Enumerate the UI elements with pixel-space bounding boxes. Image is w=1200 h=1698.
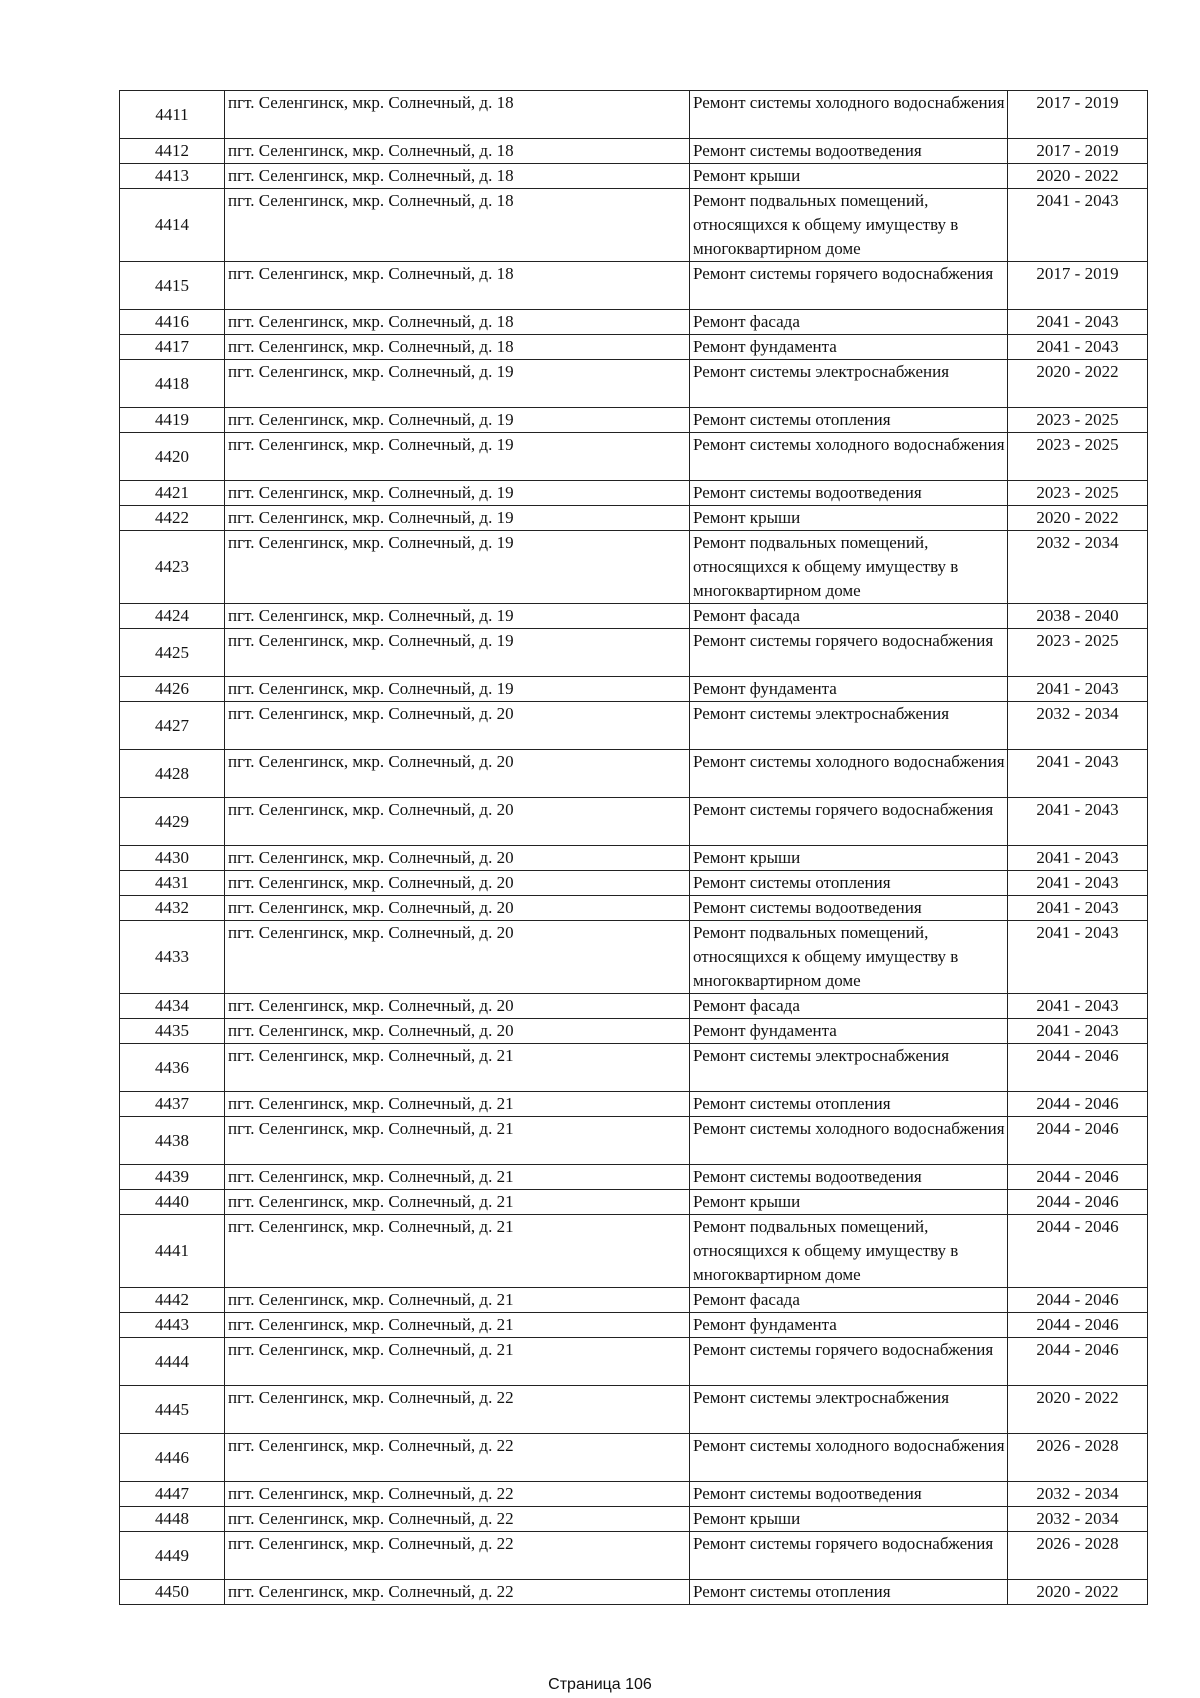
work-type-cell: Ремонт подвальных помещений, относящихся к общему имуществу в многоквартирном доме bbox=[690, 1215, 1008, 1288]
address-cell: пгт. Селенгинск, мкр. Солнечный, д. 18 bbox=[225, 139, 690, 164]
address-cell: пгт. Селенгинск, мкр. Солнечный, д. 20 bbox=[225, 846, 690, 871]
address-cell: пгт. Селенгинск, мкр. Солнечный, д. 21 bbox=[225, 1338, 690, 1386]
table-row bbox=[120, 262, 1148, 310]
row-number: 4441 bbox=[120, 1215, 225, 1288]
work-type-cell: Ремонт фундамента bbox=[690, 335, 1008, 360]
period-cell: 2041 - 2043 bbox=[1008, 677, 1148, 702]
table-row bbox=[120, 750, 1148, 798]
row-number: 4434 bbox=[120, 994, 225, 1019]
row-number: 4414 bbox=[120, 189, 225, 262]
period-cell: 2044 - 2046 bbox=[1008, 1313, 1148, 1338]
table-row bbox=[120, 896, 1148, 921]
work-type-cell: Ремонт системы холодного водоснабжения bbox=[690, 750, 1008, 798]
row-number: 4436 bbox=[120, 1044, 225, 1092]
period-cell: 2032 - 2034 bbox=[1008, 1507, 1148, 1532]
address-cell: пгт. Селенгинск, мкр. Солнечный, д. 20 bbox=[225, 994, 690, 1019]
period-cell: 2023 - 2025 bbox=[1008, 433, 1148, 481]
work-type-cell: Ремонт системы холодного водоснабжения bbox=[690, 91, 1008, 139]
row-number: 4428 bbox=[120, 750, 225, 798]
work-type-cell: Ремонт системы электроснабжения bbox=[690, 1386, 1008, 1434]
period-cell: 2041 - 2043 bbox=[1008, 896, 1148, 921]
work-type-cell: Ремонт крыши bbox=[690, 846, 1008, 871]
address-cell: пгт. Селенгинск, мкр. Солнечный, д. 20 bbox=[225, 798, 690, 846]
period-cell: 2026 - 2028 bbox=[1008, 1434, 1148, 1482]
row-number: 4450 bbox=[120, 1580, 225, 1605]
work-type-cell: Ремонт фасада bbox=[690, 1288, 1008, 1313]
address-cell: пгт. Селенгинск, мкр. Солнечный, д. 21 bbox=[225, 1092, 690, 1117]
row-number: 4418 bbox=[120, 360, 225, 408]
work-type-cell: Ремонт системы электроснабжения bbox=[690, 1044, 1008, 1092]
work-type-cell: Ремонт системы холодного водоснабжения bbox=[690, 433, 1008, 481]
address-cell: пгт. Селенгинск, мкр. Солнечный, д. 19 bbox=[225, 604, 690, 629]
table-row bbox=[120, 1338, 1148, 1386]
address-cell: пгт. Селенгинск, мкр. Солнечный, д. 22 bbox=[225, 1434, 690, 1482]
period-cell: 2044 - 2046 bbox=[1008, 1165, 1148, 1190]
work-type-cell: Ремонт системы отопления bbox=[690, 1580, 1008, 1605]
work-type-cell: Ремонт крыши bbox=[690, 164, 1008, 189]
row-number: 4411 bbox=[120, 91, 225, 139]
table-row bbox=[120, 1386, 1148, 1434]
table-row bbox=[120, 310, 1148, 335]
period-cell: 2017 - 2019 bbox=[1008, 139, 1148, 164]
row-number: 4427 bbox=[120, 702, 225, 750]
row-number: 4424 bbox=[120, 604, 225, 629]
table-row bbox=[120, 433, 1148, 481]
table-row bbox=[120, 921, 1148, 994]
period-cell: 2041 - 2043 bbox=[1008, 750, 1148, 798]
work-type-cell: Ремонт фасада bbox=[690, 604, 1008, 629]
row-number: 4416 bbox=[120, 310, 225, 335]
row-number: 4435 bbox=[120, 1019, 225, 1044]
table-row bbox=[120, 91, 1148, 139]
address-cell: пгт. Селенгинск, мкр. Солнечный, д. 18 bbox=[225, 335, 690, 360]
address-cell: пгт. Селенгинск, мкр. Солнечный, д. 22 bbox=[225, 1386, 690, 1434]
address-cell: пгт. Селенгинск, мкр. Солнечный, д. 18 bbox=[225, 310, 690, 335]
table-row bbox=[120, 798, 1148, 846]
address-cell: пгт. Селенгинск, мкр. Солнечный, д. 19 bbox=[225, 677, 690, 702]
period-cell: 2032 - 2034 bbox=[1008, 531, 1148, 604]
row-number: 4412 bbox=[120, 139, 225, 164]
table-row bbox=[120, 1434, 1148, 1482]
address-cell: пгт. Селенгинск, мкр. Солнечный, д. 21 bbox=[225, 1044, 690, 1092]
address-cell: пгт. Селенгинск, мкр. Солнечный, д. 21 bbox=[225, 1190, 690, 1215]
work-type-cell: Ремонт системы горячего водоснабжения bbox=[690, 1532, 1008, 1580]
work-type-cell: Ремонт подвальных помещений, относящихся к общему имуществу в многоквартирном доме bbox=[690, 921, 1008, 994]
table-row bbox=[120, 139, 1148, 164]
period-cell: 2020 - 2022 bbox=[1008, 1386, 1148, 1434]
work-type-cell: Ремонт подвальных помещений, относящихся к общему имуществу в многоквартирном доме bbox=[690, 531, 1008, 604]
repair-schedule-table bbox=[119, 90, 1148, 1605]
address-cell: пгт. Селенгинск, мкр. Солнечный, д. 21 bbox=[225, 1215, 690, 1288]
period-cell: 2032 - 2034 bbox=[1008, 702, 1148, 750]
work-type-cell: Ремонт фундамента bbox=[690, 1019, 1008, 1044]
table-row bbox=[120, 506, 1148, 531]
table-row bbox=[120, 1313, 1148, 1338]
address-cell: пгт. Селенгинск, мкр. Солнечный, д. 21 bbox=[225, 1165, 690, 1190]
table-row bbox=[120, 1532, 1148, 1580]
work-type-cell: Ремонт системы водоотведения bbox=[690, 896, 1008, 921]
period-cell: 2041 - 2043 bbox=[1008, 335, 1148, 360]
work-type-cell: Ремонт системы холодного водоснабжения bbox=[690, 1434, 1008, 1482]
period-cell: 2041 - 2043 bbox=[1008, 798, 1148, 846]
period-cell: 2044 - 2046 bbox=[1008, 1288, 1148, 1313]
address-cell: пгт. Селенгинск, мкр. Солнечный, д. 19 bbox=[225, 433, 690, 481]
period-cell: 2020 - 2022 bbox=[1008, 164, 1148, 189]
period-cell: 2020 - 2022 bbox=[1008, 506, 1148, 531]
table-row bbox=[120, 1019, 1148, 1044]
row-number: 4417 bbox=[120, 335, 225, 360]
row-number: 4445 bbox=[120, 1386, 225, 1434]
period-cell: 2020 - 2022 bbox=[1008, 360, 1148, 408]
page-number: Страница 106 bbox=[548, 1676, 652, 1693]
work-type-cell: Ремонт фундамента bbox=[690, 1313, 1008, 1338]
address-cell: пгт. Селенгинск, мкр. Солнечный, д. 19 bbox=[225, 629, 690, 677]
row-number: 4442 bbox=[120, 1288, 225, 1313]
work-type-cell: Ремонт системы электроснабжения bbox=[690, 702, 1008, 750]
address-cell: пгт. Селенгинск, мкр. Солнечный, д. 20 bbox=[225, 871, 690, 896]
period-cell: 2023 - 2025 bbox=[1008, 408, 1148, 433]
work-type-cell: Ремонт системы водоотведения bbox=[690, 1482, 1008, 1507]
period-cell: 2017 - 2019 bbox=[1008, 91, 1148, 139]
work-type-cell: Ремонт системы отопления bbox=[690, 408, 1008, 433]
table-row bbox=[120, 1215, 1148, 1288]
work-type-cell: Ремонт системы электроснабжения bbox=[690, 360, 1008, 408]
work-type-cell: Ремонт системы водоотведения bbox=[690, 1165, 1008, 1190]
work-type-cell: Ремонт системы горячего водоснабжения bbox=[690, 1338, 1008, 1386]
table-row bbox=[120, 1288, 1148, 1313]
address-cell: пгт. Селенгинск, мкр. Солнечный, д. 21 bbox=[225, 1313, 690, 1338]
period-cell: 2041 - 2043 bbox=[1008, 846, 1148, 871]
table-row bbox=[120, 846, 1148, 871]
table-row bbox=[120, 164, 1148, 189]
period-cell: 2044 - 2046 bbox=[1008, 1044, 1148, 1092]
row-number: 4415 bbox=[120, 262, 225, 310]
address-cell: пгт. Селенгинск, мкр. Солнечный, д. 19 bbox=[225, 481, 690, 506]
period-cell: 2041 - 2043 bbox=[1008, 921, 1148, 994]
period-cell: 2032 - 2034 bbox=[1008, 1482, 1148, 1507]
address-cell: пгт. Селенгинск, мкр. Солнечный, д. 18 bbox=[225, 262, 690, 310]
row-number: 4433 bbox=[120, 921, 225, 994]
table-row bbox=[120, 604, 1148, 629]
address-cell: пгт. Селенгинск, мкр. Солнечный, д. 20 bbox=[225, 702, 690, 750]
period-cell: 2044 - 2046 bbox=[1008, 1092, 1148, 1117]
period-cell: 2044 - 2046 bbox=[1008, 1215, 1148, 1288]
address-cell: пгт. Селенгинск, мкр. Солнечный, д. 22 bbox=[225, 1532, 690, 1580]
work-type-cell: Ремонт системы горячего водоснабжения bbox=[690, 262, 1008, 310]
table-row bbox=[120, 189, 1148, 262]
row-number: 4444 bbox=[120, 1338, 225, 1386]
work-type-cell: Ремонт крыши bbox=[690, 506, 1008, 531]
period-cell: 2020 - 2022 bbox=[1008, 1580, 1148, 1605]
table-row bbox=[120, 1507, 1148, 1532]
row-number: 4446 bbox=[120, 1434, 225, 1482]
row-number: 4439 bbox=[120, 1165, 225, 1190]
table-row bbox=[120, 481, 1148, 506]
row-number: 4426 bbox=[120, 677, 225, 702]
table-row bbox=[120, 531, 1148, 604]
work-type-cell: Ремонт системы горячего водоснабжения bbox=[690, 629, 1008, 677]
row-number: 4430 bbox=[120, 846, 225, 871]
period-cell: 2044 - 2046 bbox=[1008, 1338, 1148, 1386]
address-cell: пгт. Селенгинск, мкр. Солнечный, д. 19 bbox=[225, 531, 690, 604]
address-cell: пгт. Селенгинск, мкр. Солнечный, д. 18 bbox=[225, 164, 690, 189]
work-type-cell: Ремонт фундамента bbox=[690, 677, 1008, 702]
row-number: 4422 bbox=[120, 506, 225, 531]
row-number: 4449 bbox=[120, 1532, 225, 1580]
row-number: 4432 bbox=[120, 896, 225, 921]
work-type-cell: Ремонт системы холодного водоснабжения bbox=[690, 1117, 1008, 1165]
period-cell: 2023 - 2025 bbox=[1008, 629, 1148, 677]
period-cell: 2017 - 2019 bbox=[1008, 262, 1148, 310]
table-row bbox=[120, 360, 1148, 408]
table-row bbox=[120, 1092, 1148, 1117]
work-type-cell: Ремонт крыши bbox=[690, 1507, 1008, 1532]
row-number: 4413 bbox=[120, 164, 225, 189]
address-cell: пгт. Селенгинск, мкр. Солнечный, д. 18 bbox=[225, 189, 690, 262]
period-cell: 2041 - 2043 bbox=[1008, 1019, 1148, 1044]
table-body bbox=[120, 91, 1148, 1605]
address-cell: пгт. Селенгинск, мкр. Солнечный, д. 19 bbox=[225, 408, 690, 433]
table-row bbox=[120, 1580, 1148, 1605]
row-number: 4438 bbox=[120, 1117, 225, 1165]
address-cell: пгт. Селенгинск, мкр. Солнечный, д. 22 bbox=[225, 1580, 690, 1605]
work-type-cell: Ремонт системы отопления bbox=[690, 871, 1008, 896]
row-number: 4447 bbox=[120, 1482, 225, 1507]
row-number: 4420 bbox=[120, 433, 225, 481]
address-cell: пгт. Селенгинск, мкр. Солнечный, д. 20 bbox=[225, 896, 690, 921]
address-cell: пгт. Селенгинск, мкр. Солнечный, д. 21 bbox=[225, 1117, 690, 1165]
table-row bbox=[120, 1482, 1148, 1507]
work-type-cell: Ремонт системы водоотведения bbox=[690, 139, 1008, 164]
work-type-cell: Ремонт системы горячего водоснабжения bbox=[690, 798, 1008, 846]
work-type-cell: Ремонт фасада bbox=[690, 994, 1008, 1019]
work-type-cell: Ремонт подвальных помещений, относящихся к общему имуществу в многоквартирном доме bbox=[690, 189, 1008, 262]
address-cell: пгт. Селенгинск, мкр. Солнечный, д. 22 bbox=[225, 1482, 690, 1507]
period-cell: 2023 - 2025 bbox=[1008, 481, 1148, 506]
address-cell: пгт. Селенгинск, мкр. Солнечный, д. 21 bbox=[225, 1288, 690, 1313]
address-cell: пгт. Селенгинск, мкр. Солнечный, д. 19 bbox=[225, 360, 690, 408]
address-cell: пгт. Селенгинск, мкр. Солнечный, д. 22 bbox=[225, 1507, 690, 1532]
table-row bbox=[120, 629, 1148, 677]
row-number: 4419 bbox=[120, 408, 225, 433]
period-cell: 2041 - 2043 bbox=[1008, 189, 1148, 262]
row-number: 4448 bbox=[120, 1507, 225, 1532]
period-cell: 2026 - 2028 bbox=[1008, 1532, 1148, 1580]
address-cell: пгт. Селенгинск, мкр. Солнечный, д. 20 bbox=[225, 750, 690, 798]
table-row bbox=[120, 1044, 1148, 1092]
address-cell: пгт. Селенгинск, мкр. Солнечный, д. 19 bbox=[225, 506, 690, 531]
row-number: 4440 bbox=[120, 1190, 225, 1215]
period-cell: 2041 - 2043 bbox=[1008, 994, 1148, 1019]
address-cell: пгт. Селенгинск, мкр. Солнечный, д. 20 bbox=[225, 1019, 690, 1044]
address-cell: пгт. Селенгинск, мкр. Солнечный, д. 18 bbox=[225, 91, 690, 139]
table-row bbox=[120, 702, 1148, 750]
table-row bbox=[120, 335, 1148, 360]
row-number: 4423 bbox=[120, 531, 225, 604]
period-cell: 2041 - 2043 bbox=[1008, 310, 1148, 335]
row-number: 4437 bbox=[120, 1092, 225, 1117]
table-row bbox=[120, 408, 1148, 433]
period-cell: 2041 - 2043 bbox=[1008, 871, 1148, 896]
row-number: 4431 bbox=[120, 871, 225, 896]
table-row bbox=[120, 1117, 1148, 1165]
period-cell: 2044 - 2046 bbox=[1008, 1117, 1148, 1165]
address-cell: пгт. Селенгинск, мкр. Солнечный, д. 20 bbox=[225, 921, 690, 994]
work-type-cell: Ремонт системы водоотведения bbox=[690, 481, 1008, 506]
table-row bbox=[120, 1165, 1148, 1190]
work-type-cell: Ремонт крыши bbox=[690, 1190, 1008, 1215]
period-cell: 2044 - 2046 bbox=[1008, 1190, 1148, 1215]
table-row bbox=[120, 1190, 1148, 1215]
table-row bbox=[120, 871, 1148, 896]
row-number: 4421 bbox=[120, 481, 225, 506]
work-type-cell: Ремонт системы отопления bbox=[690, 1092, 1008, 1117]
table-row bbox=[120, 994, 1148, 1019]
row-number: 4429 bbox=[120, 798, 225, 846]
row-number: 4425 bbox=[120, 629, 225, 677]
work-type-cell: Ремонт фасада bbox=[690, 310, 1008, 335]
row-number: 4443 bbox=[120, 1313, 225, 1338]
table-row bbox=[120, 677, 1148, 702]
period-cell: 2038 - 2040 bbox=[1008, 604, 1148, 629]
